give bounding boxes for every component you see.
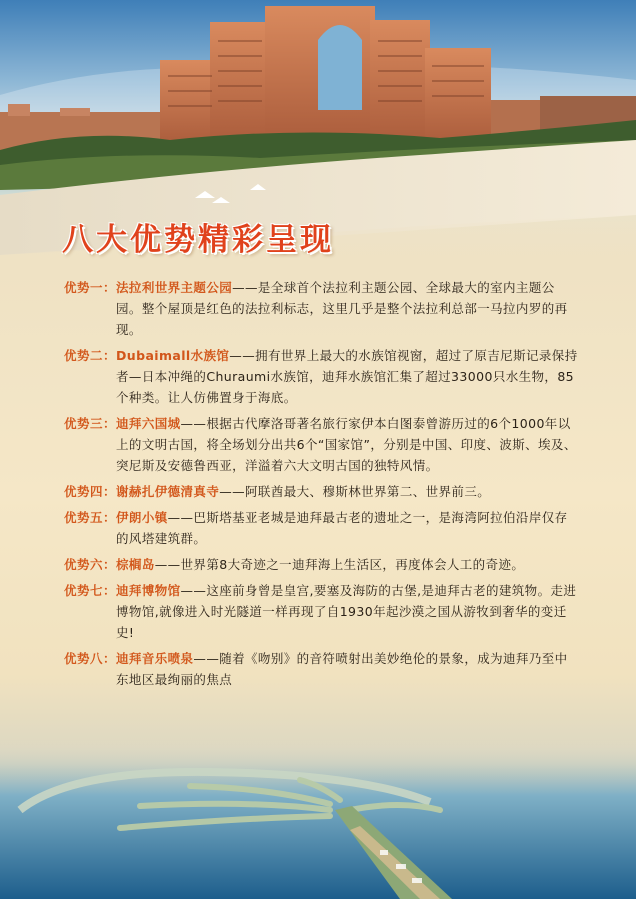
item-label: 优势三： [64, 416, 117, 431]
item-text: ——世界第8大奇迹之一迪拜海上生活区，再度体会人工的奇迹。 [154, 557, 525, 572]
list-item [64, 580, 579, 643]
page-title: 八大优势精彩呈现 [62, 222, 334, 258]
item-body [116, 648, 579, 690]
item-name: 棕榈岛 [116, 557, 155, 572]
item-name: 谢赫扎伊德清真寺 [116, 484, 220, 499]
item-name: 迪拜博物馆 [116, 583, 181, 598]
item-label: 优势二： [64, 348, 117, 363]
item-body [116, 345, 579, 408]
list-item [64, 648, 579, 690]
item-body [116, 413, 579, 476]
item-name: Dubaimall水族馆 [116, 348, 230, 363]
item-text: ——根据古代摩洛哥著名旅行家伊本白图泰曾游历过的6个1000年以上的文明古国，将全场划分出共6个“国家馆”，分别是中国、印度、波斯、埃及、突尼斯及安德鲁西亚，洋溢着六大文明古国的独特风情。 [116, 416, 577, 473]
list-item [64, 277, 579, 340]
palm-island-photo [0, 740, 636, 899]
item-body [116, 277, 579, 340]
item-label: 优势四： [64, 484, 117, 499]
item-label: 优势六： [64, 557, 117, 572]
item-text: ——这座前身曾是皇宫,要塞及海防的古堡,是迪拜古老的建筑物。走进博物馆,就像进入时光隧道一样再现了自1930年起沙漠之国从游牧到奢华的变迁史! [116, 583, 577, 640]
item-body [116, 580, 579, 643]
advantages-list [64, 277, 579, 695]
item-name: 伊朗小镇 [116, 510, 168, 525]
item-text: ——是全球首个法拉利主题公园、全球最大的室内主题公园。整个屋顶是红色的法拉利标志，这里几乎是整个法拉利总部一马拉内罗的再现。 [116, 280, 568, 337]
item-name: 迪拜六国城 [116, 416, 181, 431]
item-text: ——拥有世界上最大的水族馆视窗，超过了原吉尼斯记录保持者—日本冲绳的Churaumi水族馆，迪拜水族馆汇集了超过33000只水生物，85个种类。让人仿佛置身于海底。 [116, 348, 578, 405]
list-item [64, 345, 579, 408]
item-label: 优势五： [64, 510, 117, 525]
item-label: 优势八： [64, 651, 117, 666]
item-name: 法拉利世界主题公园 [116, 280, 233, 295]
item-body [116, 554, 579, 575]
item-body [116, 481, 579, 502]
item-name: 迪拜音乐喷泉 [116, 651, 194, 666]
item-text: ——阿联酋最大、穆斯林世界第二、世界前三。 [219, 484, 491, 499]
item-text: ——随着《吻别》的音符喷射出美妙绝伦的景象，成为迪拜乃至中东地区最绚丽的焦点 [116, 651, 568, 687]
list-item [64, 507, 579, 549]
item-text: ——巴斯塔基亚老城是迪拜最古老的遗址之一，是海湾阿拉伯沿岸仅存的风塔建筑群。 [116, 510, 568, 546]
item-label: 优势七： [64, 583, 117, 598]
item-body [116, 507, 579, 549]
item-label: 优势一： [64, 280, 117, 295]
list-item [64, 413, 579, 476]
list-item [64, 481, 579, 502]
list-item [64, 554, 579, 575]
